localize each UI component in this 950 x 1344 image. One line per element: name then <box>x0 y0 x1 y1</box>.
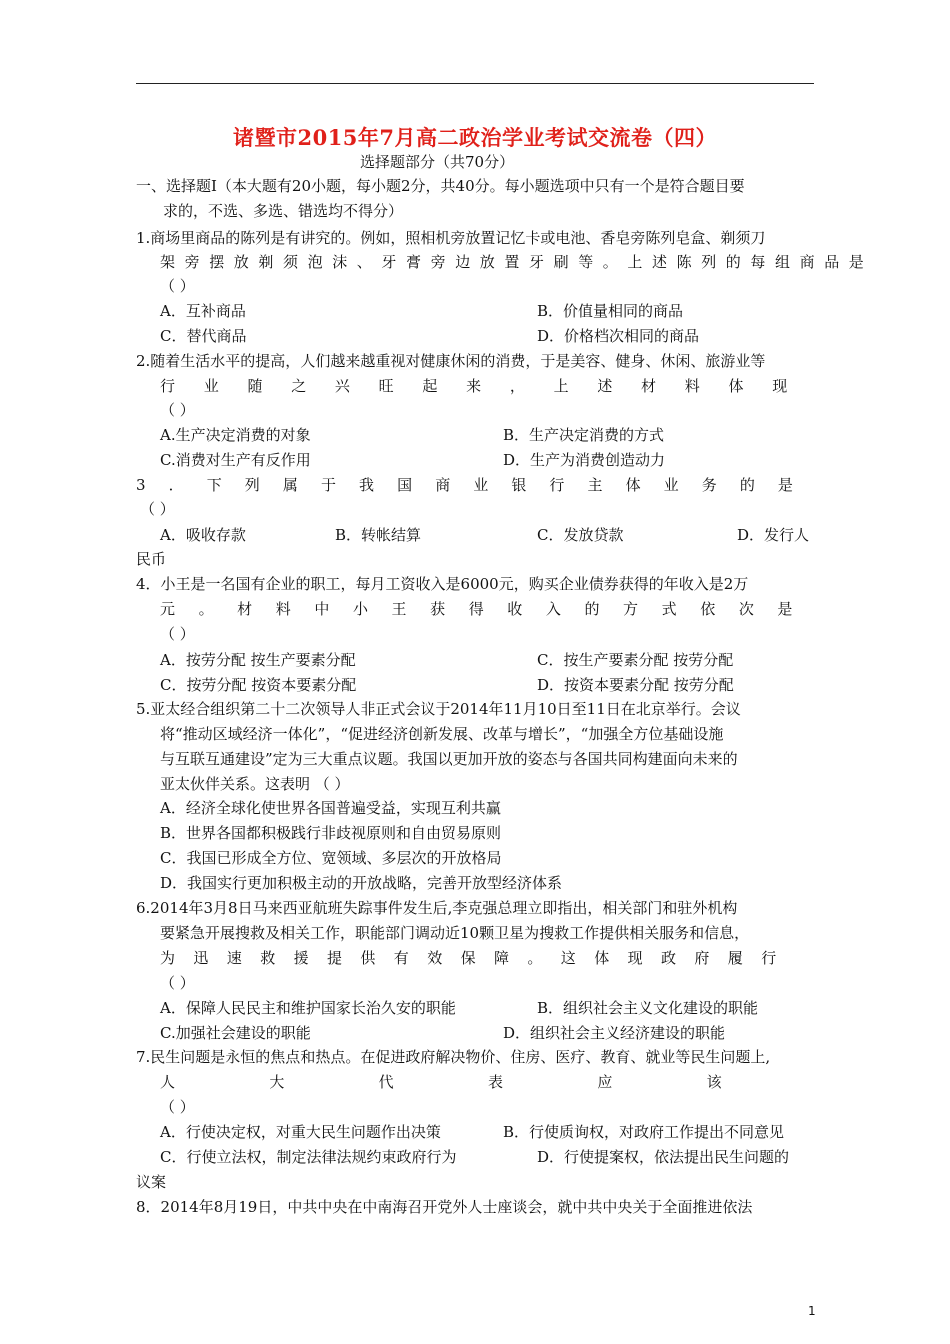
q1-stem-line1: 1.商场里商品的陈列是有讲究的。例如，照相机旁放置记忆卡或电池、香皂旁陈列皂盒、剃须刀 <box>136 229 766 247</box>
q7-stem-line2: 人大代表应该 <box>160 1073 816 1091</box>
q5-stem-line3: 与互联互通建设”定为三大重点议题。我国以更加开放的姿态与各国共同构建面向未来的 <box>160 750 738 768</box>
q2-answer-paren: （ ） <box>160 401 195 419</box>
q6-stem-line1: 6.2014年3月8日马来西亚航班失踪事件发生后,李克强总理立即指出，相关部门和驻外机构 <box>136 899 738 917</box>
q3-answer-paren: （ ） <box>140 500 175 518</box>
section-subtitle: 选择题部分（共70分） <box>360 153 515 171</box>
q2-option-a: A.生产决定消费的对象 <box>160 426 311 444</box>
q3-option-d-continued: 民币 <box>136 550 167 568</box>
q1-option-d: D．价格档次相同的商品 <box>537 327 700 345</box>
q4-option-a: A．按劳分配 按生产要素分配 <box>160 651 356 669</box>
q6-option-d: D．组织社会主义经济建设的职能 <box>503 1024 726 1042</box>
q2-stem-line1: 2.随着生活水平的提高，人们越来越重视对健康休闲的消费，于是美容、健身、休闲、旅游业等 <box>136 352 766 370</box>
q1-stem-line2 <box>160 252 874 272</box>
q1-option-a: A．互补商品 <box>160 302 246 320</box>
q4-option-c: C．按劳分配 按资本要素分配 <box>160 676 357 694</box>
header-rule <box>136 83 814 84</box>
q7-stem-line1: 7.民生问题是永恒的焦点和热点。在促进政府解决物价、住房、医疗、教育、就业等民生问题上, <box>136 1048 771 1066</box>
q4-option-d: D．按资本要素分配 按劳分配 <box>537 676 734 694</box>
q4-stem-line2: 元。材料中小王获得收入的方式依次是 <box>160 600 816 618</box>
q6-option-a: A．保障人民民主和维护国家长治久安的职能 <box>160 999 456 1017</box>
q2-option-c: C.消费对生产有反作用 <box>160 451 311 469</box>
q1-answer-paren: （ ） <box>160 277 195 295</box>
q1-option-c: C．替代商品 <box>160 327 247 345</box>
q3-option-b: B．转帐结算 <box>335 526 422 544</box>
q7-option-d-continued: 议案 <box>136 1173 167 1191</box>
q3-option-d: D．发行人 <box>737 526 810 544</box>
q7-option-d: D．行使提案权，依法提出民生问题的 <box>537 1148 790 1166</box>
q6-answer-paren: （ ） <box>160 974 195 992</box>
q5-option-d: D．我国实行更加积极主动的开放战略，完善开放型经济体系 <box>160 874 563 892</box>
q4-answer-paren: （ ） <box>160 625 195 643</box>
q5-option-c: C．我国已形成全方位、宽领域、多层次的开放格局 <box>160 849 502 867</box>
q6-stem-line2: 要紧急开展搜救及相关工作，职能部门调动近10颗卫星为搜救工作提供相关服务和信息， <box>160 924 750 942</box>
q7-option-b: B．行使质询权，对政府工作提出不同意见 <box>503 1123 785 1141</box>
q1-stem-text: 架旁摆放剃须泡沫、牙膏旁边放置牙刷等。上述陈列的每组商品是 <box>160 253 874 271</box>
page-title: 诸暨市2015年7月高二政治学业考试交流卷（四） <box>232 125 718 150</box>
page-number: 1 <box>808 1304 816 1318</box>
q5-stem-line4: 亚太伙伴关系。这表明 （ ） <box>160 775 350 793</box>
q6-option-c: C.加强社会建设的职能 <box>160 1024 311 1042</box>
q2-option-d: D．生产为消费创造动力 <box>503 451 666 469</box>
q6-stem-line3: 为迅速救援提供有效保障。这体现政府履行 <box>160 949 795 967</box>
section-instructions-line2: 求的，不选、多选、错选均不得分） <box>163 202 404 220</box>
q7-option-a: A．行使决定权，对重大民生问题作出决策 <box>160 1123 441 1141</box>
q4-stem-line1: 4．小王是一名国有企业的职工，每月工资收入是6000元，购买企业债券获得的年收入是2万 <box>136 575 749 593</box>
section-instructions-line1: 一、选择题Ⅰ（本大题有20小题，每小题2分，共40分。每小题选项中只有一个是符合题目要 <box>136 177 745 195</box>
q4-option-b: C．按生产要素分配 按劳分配 <box>537 651 734 669</box>
q5-option-a: A．经济全球化使世界各国普遍受益，实现互利共赢 <box>160 799 501 817</box>
q7-option-c: C．行使立法权，制定法律法规约束政府行为 <box>160 1148 457 1166</box>
q3-option-c: C．发放贷款 <box>537 526 624 544</box>
q5-option-b: B．世界各国都积极践行非歧视原则和自由贸易原则 <box>160 824 502 842</box>
q3-stem-line1: 3．下列属于我国商业银行主体业务的是 <box>136 476 816 494</box>
q2-stem-line2: 行业随之兴旺起来，上述材料体现 <box>160 377 816 395</box>
q8-stem-line1: 8．2014年8月19日，中共中央在中南海召开党外人士座谈会，就中共中央关于全面推进依法 <box>136 1198 753 1216</box>
q3-option-a: A．吸收存款 <box>160 526 246 544</box>
q5-stem-line2: 将“推动区域经济一体化”，“促进经济创新发展、改革与增长”，“加强全方位基础设施 <box>160 725 724 743</box>
q2-option-b: B．生产决定消费的方式 <box>503 426 665 444</box>
q1-option-b: B．价值量相同的商品 <box>537 302 684 320</box>
q5-stem-line1: 5.亚太经合组织第二十二次领导人非正式会议于2014年11月10日至11日在北京举行。会议 <box>136 700 741 718</box>
q7-answer-paren: （ ） <box>160 1098 195 1116</box>
q6-option-b: B．组织社会主义文化建设的职能 <box>537 999 759 1017</box>
